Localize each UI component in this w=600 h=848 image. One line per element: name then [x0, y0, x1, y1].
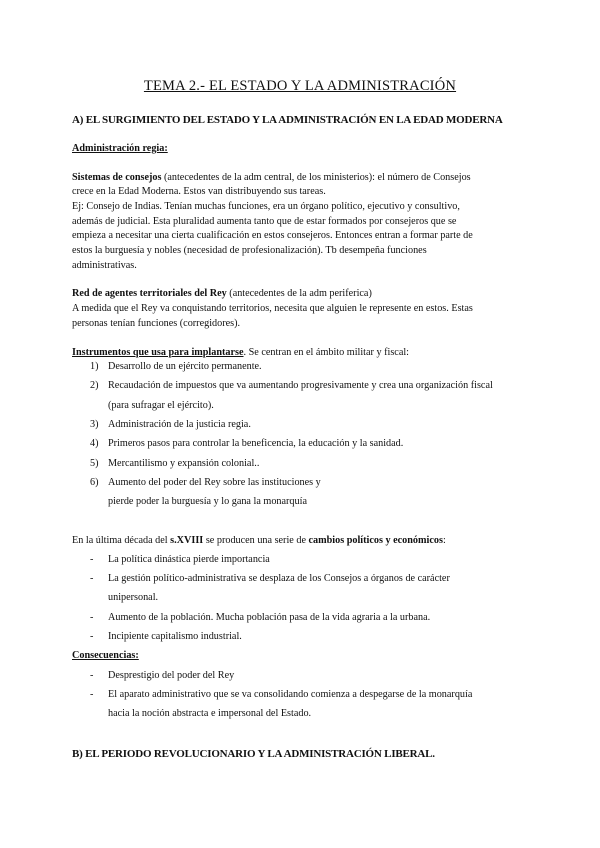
consejos-line-7: administrativas.	[72, 260, 137, 271]
red-text: (antecedentes de la adm periferica)	[226, 288, 372, 299]
decada-century: s.XVIII	[170, 535, 204, 546]
consejos-line-3: Ej: Consejo de Indias. Tenían muchas funciones, era un órgano político, ejecutivo y consultivo,	[72, 201, 460, 212]
list-dash: -	[90, 573, 94, 584]
red-line-3: personas tenían funciones (corregidores).	[72, 318, 241, 329]
consejos-line-5: empieza a necesitar una cierta cualificación en estos consejeros. Entonces entran a formar parte de	[72, 230, 473, 241]
list-item-continuation: hacia la noción abstracta e impersonal del Estado.	[108, 708, 312, 719]
administracion-regia-heading: Administración regia:	[72, 143, 168, 154]
decada-post: :	[442, 535, 446, 546]
red-line-1	[72, 288, 372, 299]
section-a-heading: A) EL SURGIMIENTO DEL ESTADO Y LA ADMINISTRACIÓN EN LA EDAD MODERNA	[72, 114, 503, 126]
list-dash: -	[90, 670, 94, 681]
list-number: 1)	[90, 361, 99, 372]
list-item: Primeros pasos para controlar la beneficencia, la educación y la sanidad.	[108, 438, 404, 449]
page-title: TEMA 2.- EL ESTADO Y LA ADMINISTRACIÓN	[143, 78, 457, 94]
consecuencias-heading: Consecuencias:	[72, 650, 139, 661]
list-item-continuation: pierde poder la burguesía y lo gana la monarquía	[108, 496, 307, 507]
consejos-line-4: además de judicial. Esta pluralidad aumenta tanto que de estar formados por consejeros que se	[72, 216, 457, 227]
consejos-line-6: estos la burguesía y nobles (necesidad de profesionalización). Tb desempeña funciones	[72, 245, 427, 256]
list-item: Incipiente capitalismo industrial.	[108, 631, 242, 642]
list-dash: -	[90, 689, 94, 700]
list-item: Aumento de la población. Mucha población pasa de la vida agraria a la urbana.	[108, 612, 431, 623]
list-item: La política dinástica pierde importancia	[108, 554, 270, 565]
list-item-continuation: unipersonal.	[108, 592, 159, 603]
list-dash: -	[90, 612, 94, 623]
instrumentos-line	[72, 347, 409, 358]
section-b-heading: B) EL PERIODO REVOLUCIONARIO Y LA ADMINISTRACIÓN LIBERAL.	[72, 748, 435, 760]
consejos-line-2: crece en la Edad Moderna. Estos van distribuyendo sus tareas.	[72, 186, 326, 197]
list-item-continuation: (para sufragar el ejército).	[108, 400, 214, 411]
list-item: La gestión político-administrativa se desplaza de los Consejos a órganos de carácter	[108, 573, 450, 584]
decada-term: cambios políticos y económicos	[308, 535, 443, 546]
red-line-2: A medida que el Rey va conquistando territorios, necesita que alguien le represente en estos. Estas	[72, 303, 473, 314]
list-dash: -	[90, 631, 94, 642]
list-item: Desprestigio del poder del Rey	[108, 670, 235, 681]
consejos-term: Sistemas de consejos	[72, 172, 162, 183]
instrumentos-term: Instrumentos que usa para implantarse	[72, 347, 244, 358]
list-number: 4)	[90, 438, 99, 449]
list-item: Mercantilismo y expansión colonial..	[108, 458, 260, 469]
decada-mid: se producen una serie de	[203, 535, 309, 546]
decada-line	[72, 535, 446, 546]
list-number: 3)	[90, 419, 99, 430]
list-item: Aumento del poder del Rey sobre las instituciones y	[108, 477, 321, 488]
list-number: 2)	[90, 380, 99, 391]
decada-pre: En la última década del	[72, 535, 171, 546]
instrumentos-text: . Se centran en el ámbito militar y fiscal:	[243, 347, 410, 358]
list-item: Recaudación de impuestos que va aumentando progresivamente y crea una organización fiscal	[108, 380, 493, 391]
list-item: El aparato administrativo que se va consolidando comienza a despegarse de la monarquía	[108, 689, 473, 700]
list-item: Administración de la justicia regia.	[108, 419, 251, 430]
consejos-line-1	[72, 172, 471, 183]
list-dash: -	[90, 554, 94, 565]
consejos-text: (antecedentes de la adm central, de los ministerios): el número de Consejos	[161, 172, 471, 183]
list-item: Desarrollo de un ejército permanente.	[108, 361, 262, 372]
red-term: Red de agentes territoriales del Rey	[72, 288, 227, 299]
list-number: 5)	[90, 458, 99, 469]
list-number: 6)	[90, 477, 99, 488]
